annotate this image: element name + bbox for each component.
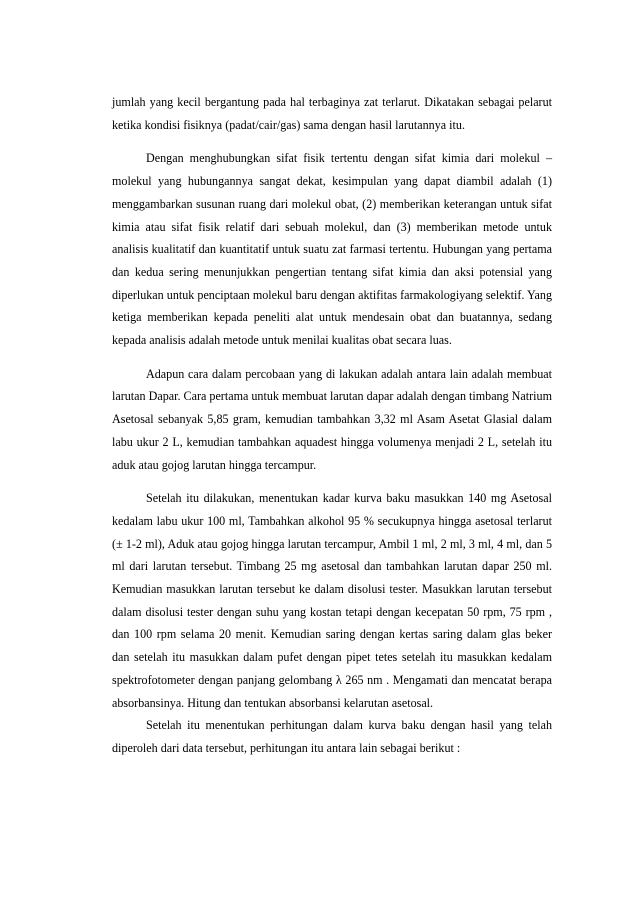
paragraph-buffer-preparation: Adapun cara dalam percobaan yang di lakukan adalah antara lain adalah membuat larutan Dapar. Cara pertama untuk membuat larutan dapar adalah dengan timbang Natrium Asetosal sebanyak 5,85 gram, kemudian tambahkan 3,32 ml Asam Asetat Glasial dalam labu ukur 2 L, kemudian tambahkan aquadest hingga volumenya menjadi 2 L, setelah itu aduk atau gojog larutan hingga tercampur. [112,366,552,472]
document-page [112,91,552,760]
paragraph-calibration-curve: Setelah itu dilakukan, menentukan kadar kurva baku masukkan 140 mg Asetosal kedalam labu ukur 100 ml, Tambahkan alkohol 95 % secukupnya hingga asetosal terlarut (± 1-2 ml), Aduk atau gojog hingga larutan tercampur, Ambil 1 ml, 2 ml, 3 ml, 4 ml, dan 5 ml dari larutan tersebut. Timbang 25 mg asetosal dan tambahkan larutan dapar 250 ml. Kemudian masukkan larutan tersebut ke dalam disolusi tester. Masukkan larutan tersebut dalam disolusi tester dengan suhu yang kostan tetapi dengan kecepatan 50 rpm, 75 rpm , dan 100 rpm selama 20 menit. Kemudian saring dengan kertas saring dalam glas beker dan setelah itu masukkan dalam pufet dengan pipet tetes setelah itu masukkan kedalam spektrofotometer dengan panjang gelombang λ 265 nm . Mengamati dan mencatat berapa absorbansinya. Hitung dan tentukan absorbansi kelarutan asetosal. [112,491,552,710]
paragraph-physical-chemical-properties: Dengan menghubungkan sifat fisik tertentu dengan sifat kimia dari molekul – molekul yang hubungannya sangat dekat, kesimpulan yang dapat diambil adalah (1) menggambarkan susunan ruang dari molekul obat, (2) memberikan keterangan untuk sifat kimia atau sifat fisik relatif dari sebuah molekul, dan (3) memberikan metode untuk analisis kualitatif dan kuantitatif untuk suatu zat farmasi tertentu. Hubungan yang pertama dan kedua sering menunjukkan pengertian tentang sifat kimia dan aksi potensial yang diperlukan untuk penciptaan molekul baru dengan aktifitas farmakologiyang selektif. Yang ketiga memberikan kepada peneliti alat untuk mendesain obat dan buatannya, sedang kepada analisis adalah metode untuk menilai kualitas obat secara luas. [112,151,552,348]
paragraph-continuation: jumlah yang kecil bergantung pada hal terbaginya zat terlarut. Dikatakan sebagai pelarut ketika kondisi fisiknya (padat/cair/gas) sama dengan hasil larutannya itu. [112,95,552,132]
paragraph-calculation-intro: Setelah itu menentukan perhitungan dalam kurva baku dengan hasil yang telah diperoleh dari data tersebut, perhitungan itu antara lain sebagai berikut : [112,718,552,755]
